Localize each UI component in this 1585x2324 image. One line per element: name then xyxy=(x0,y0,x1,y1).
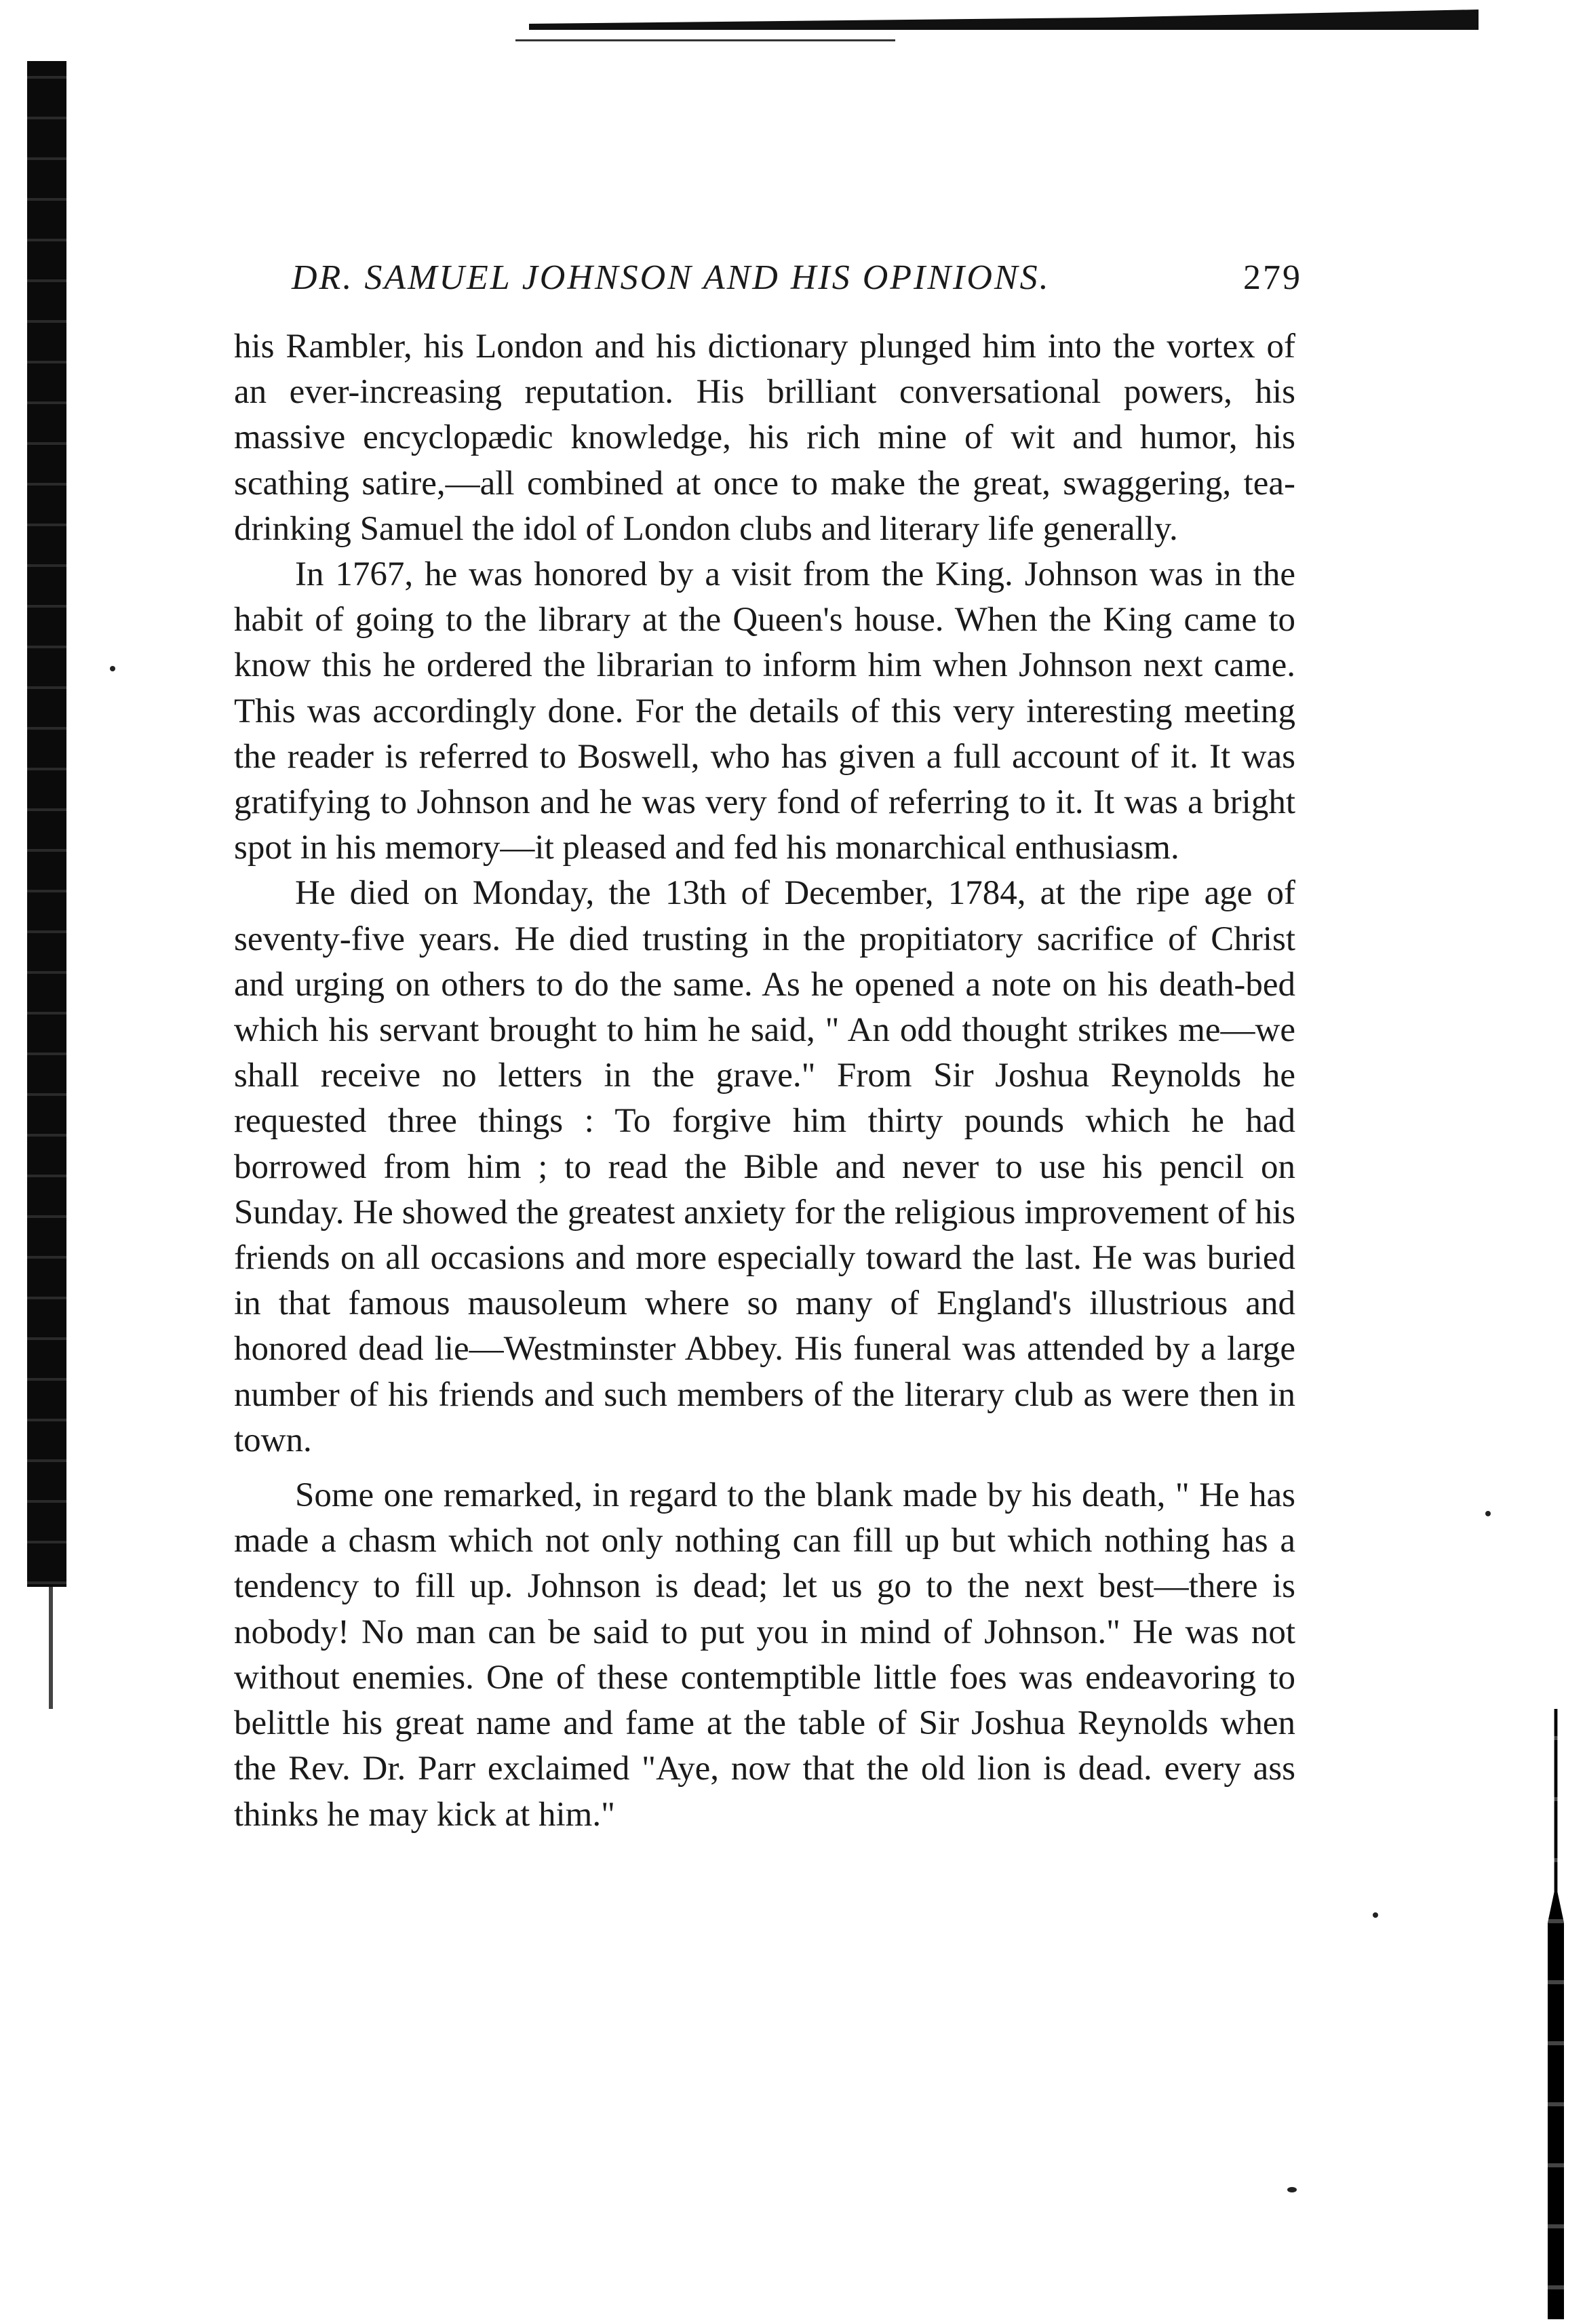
scan-right-edge-shadow xyxy=(1548,1709,1564,2319)
running-title: DR. SAMUEL JOHNSON AND HIS OPINIONS. xyxy=(292,258,1051,297)
scan-top-thin-line xyxy=(515,39,895,41)
paragraph-2: In 1767, he was honored by a visit from the King. Johnson was in the habit of going to the library at the Queen's house. When the King came to know this he ordered the librarian to inform him when Johnson next came. This was accordingly done. For the details of this very interesting meeting the reader is referred to Boswell, who has given a full account of it. It was gratifying to Johnson and he was very fond of referring to it. It was a bright spot in his memory—it pleased and fed his monarchical enthusiasm. xyxy=(234,555,1295,867)
scan-speck xyxy=(1485,1511,1491,1516)
paragraph-1: his Rambler, his London and his dictionary plunged him into the vortex of an ever-increasing reputation. His brilliant conversational powers, his massive encyclopædic knowledge, his rich mine of wit and humor, his scathing satire,—all combined at once to make the great, swaggering, tea-drinking Samuel the idol of London clubs and literary life generally. xyxy=(234,328,1295,548)
body-text xyxy=(234,324,1295,1838)
running-head xyxy=(292,254,1302,302)
paragraph-3: He died on Monday, the 13th of December, 1784, at the ripe age of seventy-five years. He died trusting in the propitiatory sacrifice of Christ and urging on others to do the same. As he opened a note on his death-bed which his servant brought to him he said, " An odd thought strikes me—we shall receive no letters in the grave." From Sir Joshua Reynolds he requested three things : To forgive him thirty pounds which he had borrowed from him ; to read the Bible and never to use his pencil on Sunday. He showed the greatest anxiety for the religious improvement of his friends on all occasions and more especially toward the last. He was buried in that famous mausoleum where so many of England's illustrious and honored dead lie—Westminster Abbey. His funeral was attended by a large number of his friends and such members of the literary club as were then in town. xyxy=(234,874,1295,1459)
scan-speck xyxy=(110,666,115,671)
scan-left-thin-line xyxy=(49,1587,53,1709)
paragraph-4: Some one remarked, in regard to the blank made by his death, " He has made a chasm which not only nothing can fill up but which nothing has a tendency to fill up. Johnson is dead; let us go to the next best—there is nobody! No man can be said to put you in mind of Johnson." He was not without enemies. One of these contemptible little foes was endeavoring to belittle his great name and fame at the table of Sir Joshua Reynolds when the Rev. Dr. Parr exclaimed "Aye, now that the old lion is dead. every ass thinks he may kick at him." xyxy=(234,1476,1295,1834)
scan-left-binding-shadow xyxy=(27,61,66,1587)
scan-speck xyxy=(1287,2187,1297,2192)
scan-speck xyxy=(1373,1912,1378,1918)
page-number: 279 xyxy=(1243,258,1302,297)
scan-top-edge-mark xyxy=(529,9,1479,30)
